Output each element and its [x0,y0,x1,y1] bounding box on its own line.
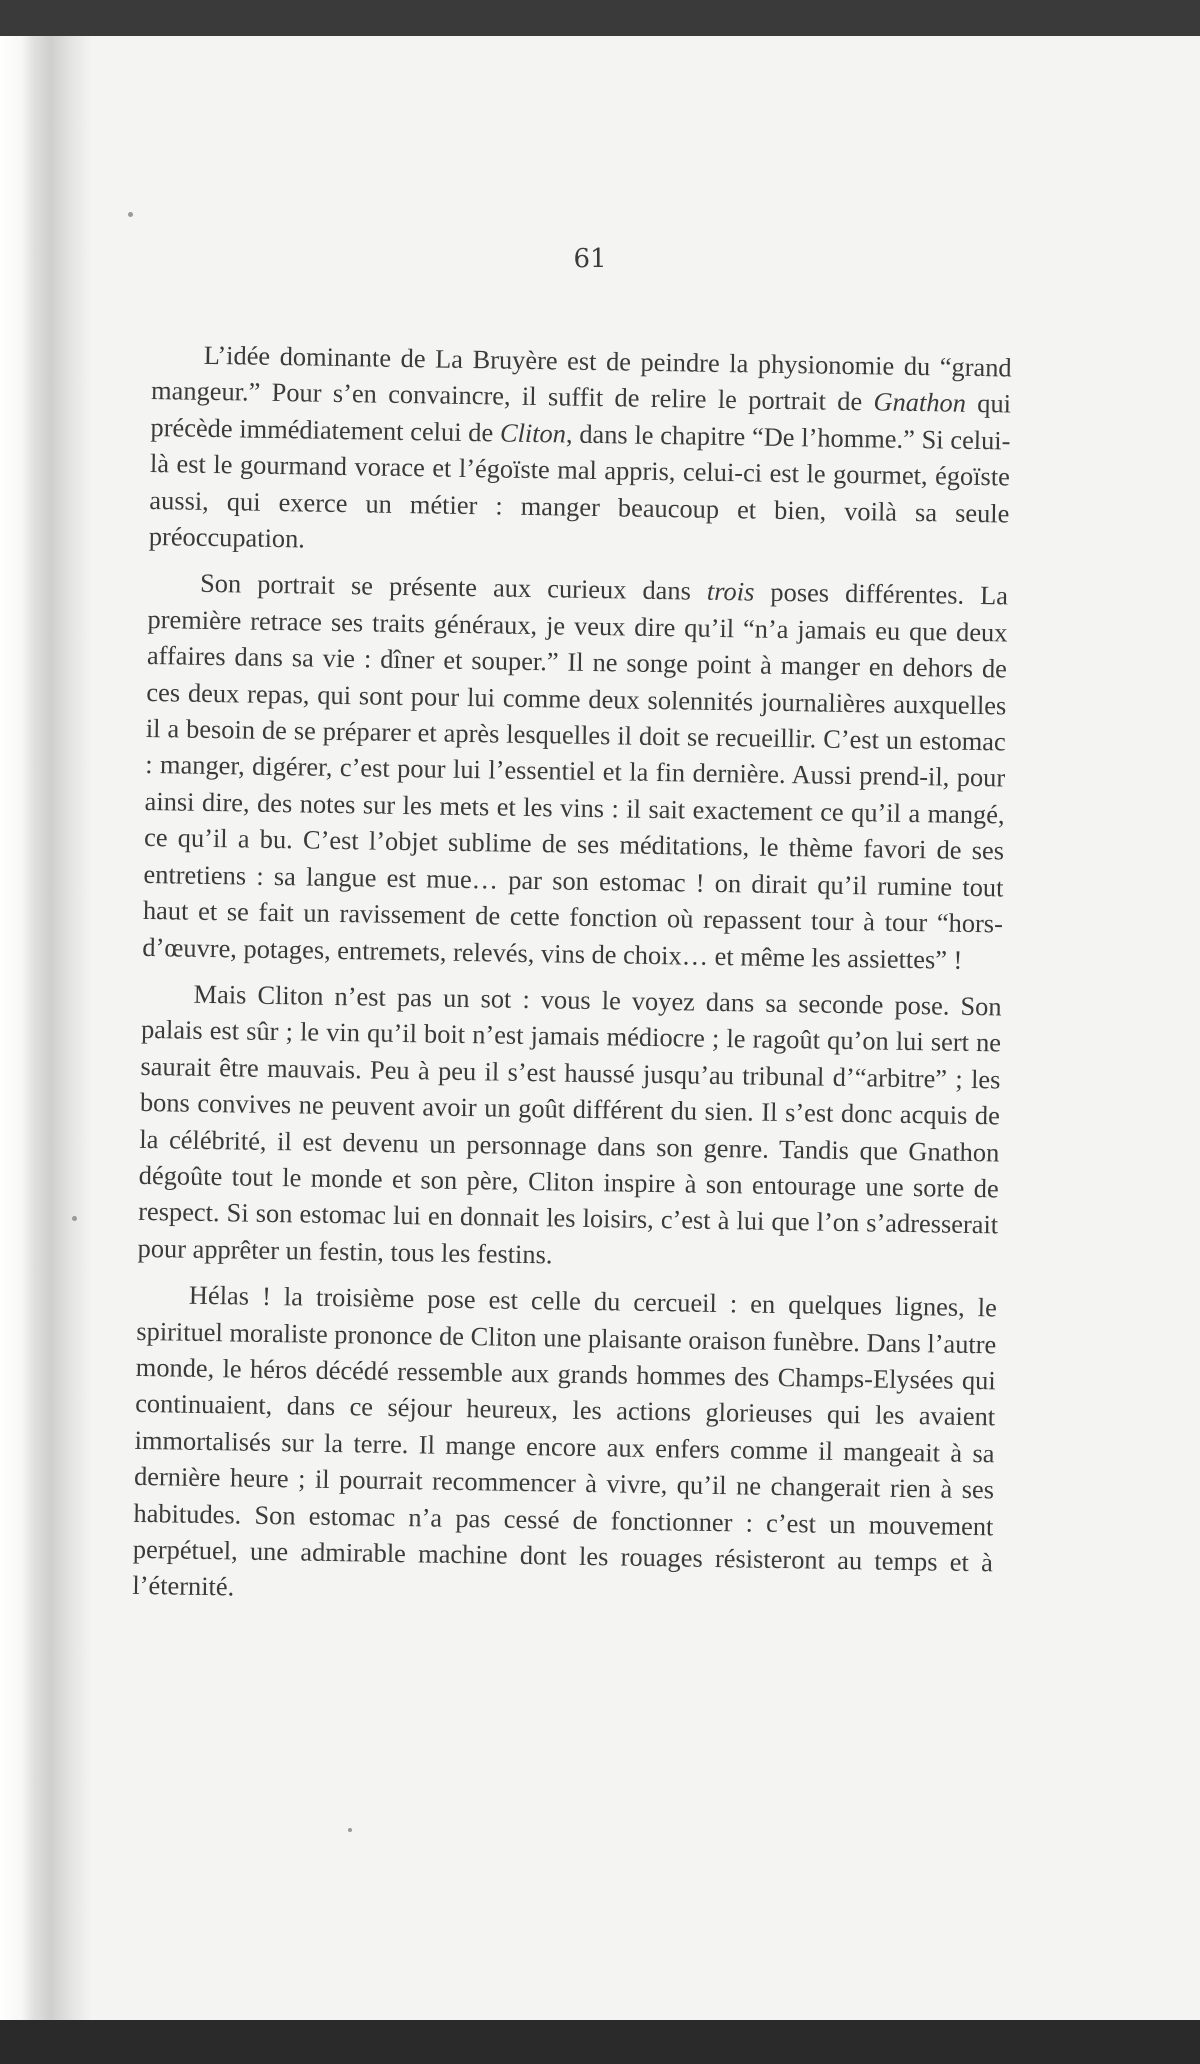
paragraph [149,336,1012,568]
page-gutter-shadow [0,36,92,2024]
page-number: 61 [573,244,607,274]
book-page [0,36,1200,2024]
text-run: Son portrait se présente aux curieux dans [199,568,708,607]
paper-speck [128,212,133,217]
text-run: Hélas ! la troisième pose est celle du cercueil : en quelques lignes, le spirituel moraliste prononce de Cliton une plaisante oraison funèbre. Dans l’autre monde, le héros décédé ressemble aux grands hommes des Champs-Elysées qui continuaient, dans ce séjour heureux, les actions glorieuses qui les avaient immortalisés sur la terre. Il mange encore aux enfers comme il mangeait à sa dernière heure ; il pourrait recommencer à vivre, qu’il ne changerait rien à ses habitudes. Son estomac n’a pas cessé de fonctionner : c’est un mouvement perpétuel, une admirable machine dont les rouages résisteront au temps et à l’éternité. [132,1279,998,1602]
text-run: L’idée dominante de La Bruyère est de peindre la physionomie du “grand mangeur.” Pour s’en convaincre, il suffit de relire le portrait de [150,339,1012,417]
paragraph [132,1276,997,1617]
scan-bottom-border [0,2020,1200,2064]
italic-name: Cliton [499,417,567,449]
paragraph [142,564,1008,978]
text-run: qui précède immédiatement celui de [150,388,1012,448]
paper-speck [72,1216,77,1221]
paragraph [137,975,1001,1280]
text-run: poses différentes. La première retrace ses traits généraux, je veux dire qu’il “n’a jamais eu que deux affaires dans sa vie : dîner et souper.” Il ne songe point à manger en dehors de ces deux repas, qui sont pour lui comme deux solennités journalières auxquelles il a besoin de se préparer et après lesquelles il doit se recueillir. C’est un estomac : manger, digérer, c’est pour lui l’essentiel et la fin dernière. Aussi prend-il, pour ainsi dire, des notes sur les mets et les vins : il sait exactement ce qu’il a mangé, ce qu’il a bu. C’est l’objet sublime de ses méditations, le thème favori de ses entretiens : sa langue est mue… par son estomac ! on dirait qu’il rumine tout haut et se fait un ravissement de cette fonction où repassent tour à tour “hors-d’œuvre, potages, entremets, relevés, vins de choix… et même les assiettes” ! [142,576,1009,975]
body-text [132,336,1012,1617]
italic-name: trois [706,576,755,607]
text-run: Mais Cliton n’est pas un sot : vous le voyez dans sa seconde pose. Son palais est sûr ; le vin qu’il boit n’est jamais médiocre ; le ragoût qu’on lui sert ne saurait être mauvais. Peu à peu il s’est haussé jusqu’au tribunal d’“arbitre” ; les bons convives ne peuvent avoir un goût différent du sien. Il s’est donc acquis de la célébrité, il est devenu un personnage dans son genre. Tandis que Gnathon dégoûte tout le monde et son père, Cliton inspire à son entourage une sorte de respect. Si son estomac lui en donnait les loisirs, c’est à lui que l’on s’adresserait pour apprêter un festin, tous les festins. [137,978,1002,1270]
paper-speck [348,1828,352,1832]
text-run: , dans le chapitre “De l’homme.” Si celui-là est le gourmand vorace et l’égoïste mal appris, celui-ci est le gourmet, égoïste aussi, qui exerce un métier : manger beaucoup et bien, voilà sa seule préoccupation. [148,418,1011,554]
page-edge-highlight [0,36,36,2024]
italic-name: Gnathon [873,386,967,419]
